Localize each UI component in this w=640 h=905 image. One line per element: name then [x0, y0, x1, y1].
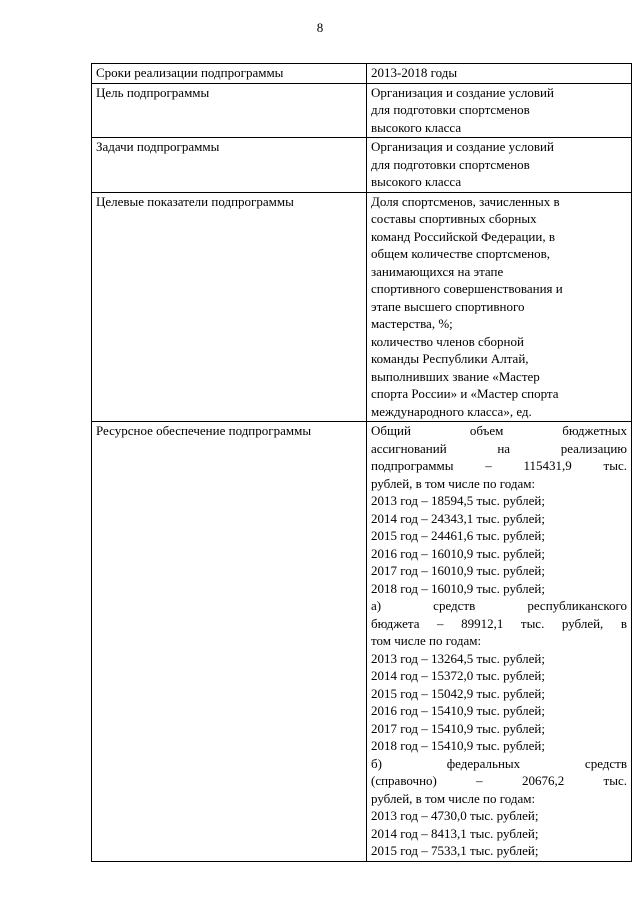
value-line: 2013 год – 13264,5 тыс. рублей;	[371, 650, 545, 666]
value-line: спортивного совершенствования и	[371, 281, 563, 296]
value-line: 2013 год – 18594,5 тыс. рублей;	[371, 493, 545, 508]
value-line: рублей, в том числе по годам:	[371, 790, 536, 806]
row-label-cell	[92, 83, 367, 138]
value-line: Организация и создание условий	[371, 84, 554, 100]
table-row	[92, 83, 632, 138]
value-line: высокого класса	[371, 119, 462, 135]
value-line: занимающихся на этапе	[371, 263, 504, 279]
value-line: 2018 год – 16010,9 тыс. рублей;	[371, 580, 545, 596]
value-line: а) средств республиканского	[371, 598, 627, 613]
row-value-cell	[367, 422, 632, 862]
table-row	[92, 422, 632, 862]
value-line: 2016 год – 15410,9 тыс. рублей;	[371, 703, 545, 718]
value-line: высокого класса	[371, 174, 462, 189]
value-line: мастерства, %;	[371, 316, 453, 331]
row-label: Ресурсное обеспечение подпрограммы	[96, 423, 312, 438]
value-line: (справочно) – 20676,2 тыс.	[371, 773, 627, 788]
value-line: 2016 год – 16010,9 тыс. рублей;	[371, 545, 545, 561]
value-line: международного класса», ед.	[371, 403, 532, 419]
row-value-cell	[367, 64, 632, 84]
value-line: рублей, в том числе по годам:	[371, 475, 536, 491]
row-label-cell	[92, 138, 367, 193]
value-line: 2014 год – 24343,1 тыс. рублей;	[371, 510, 545, 526]
row-label: Задачи подпрограммы	[96, 139, 220, 154]
value-line: том числе по годам:	[371, 633, 482, 648]
row-label: Цель подпрограммы	[96, 84, 210, 100]
table-row	[92, 138, 632, 193]
value-line: спорта России» и «Мастер спорта	[371, 386, 559, 401]
value-line: для подготовки спортсменов	[371, 156, 530, 172]
value-line: 2017 год – 16010,9 тыс. рублей;	[371, 563, 545, 578]
value-line: ассигнований на реализацию	[371, 440, 627, 456]
value-line: количество членов сборной	[371, 333, 524, 349]
value-line: команды Республики Алтай,	[371, 351, 529, 366]
value-line: бюджета – 89912,1 тыс. рублей, в	[371, 615, 627, 631]
value-line: 2018 год – 15410,9 тыс. рублей;	[371, 738, 545, 753]
page-number: 8	[316, 20, 324, 35]
value-line: подпрограммы – 115431,9 тыс.	[371, 458, 627, 473]
row-label: Сроки реализации подпрограммы	[96, 65, 284, 80]
value-line: 2015 год – 7533,1 тыс. рублей;	[371, 843, 539, 858]
table-row	[92, 192, 632, 422]
value-line: 2013 год – 4730,0 тыс. рублей;	[371, 808, 539, 823]
value-line: Доля спортсменов, зачисленных в	[371, 193, 560, 209]
value-line: составы спортивных сборных	[371, 211, 537, 226]
value-line: Организация и создание условий	[371, 139, 554, 154]
value-line: 2015 год – 24461,6 тыс. рублей;	[371, 528, 545, 543]
value-line: команд Российской Федерации, в	[371, 228, 555, 244]
value-line: 2014 год – 15372,0 тыс. рублей;	[371, 668, 545, 683]
table-row	[92, 64, 632, 84]
value-line: выполнивших звание «Мастер	[371, 368, 540, 384]
row-label-cell	[92, 422, 367, 862]
row-label-cell	[92, 192, 367, 422]
row-value-cell	[367, 192, 632, 422]
value-line: этапе высшего спортивного	[371, 298, 525, 314]
value-line: общем количестве спортсменов,	[371, 246, 550, 261]
value-line: б) федеральных средств	[371, 755, 627, 771]
row-value-cell	[367, 138, 632, 193]
value-line: Общий объем бюджетных	[371, 423, 627, 438]
value-line: 2017 год – 15410,9 тыс. рублей;	[371, 720, 545, 736]
value-line: для подготовки спортсменов	[371, 102, 530, 117]
subprogram-passport-table	[91, 63, 632, 862]
row-label: Целевые показатели подпрограммы	[96, 193, 294, 209]
passport-table-body	[92, 64, 632, 862]
value-line: 2015 год – 15042,9 тыс. рублей;	[371, 685, 545, 701]
value-line: 2014 год – 8413,1 тыс. рублей;	[371, 825, 539, 841]
value-line: 2013-2018 годы	[371, 65, 458, 80]
row-label-cell	[92, 64, 367, 84]
row-value-cell	[367, 83, 632, 138]
